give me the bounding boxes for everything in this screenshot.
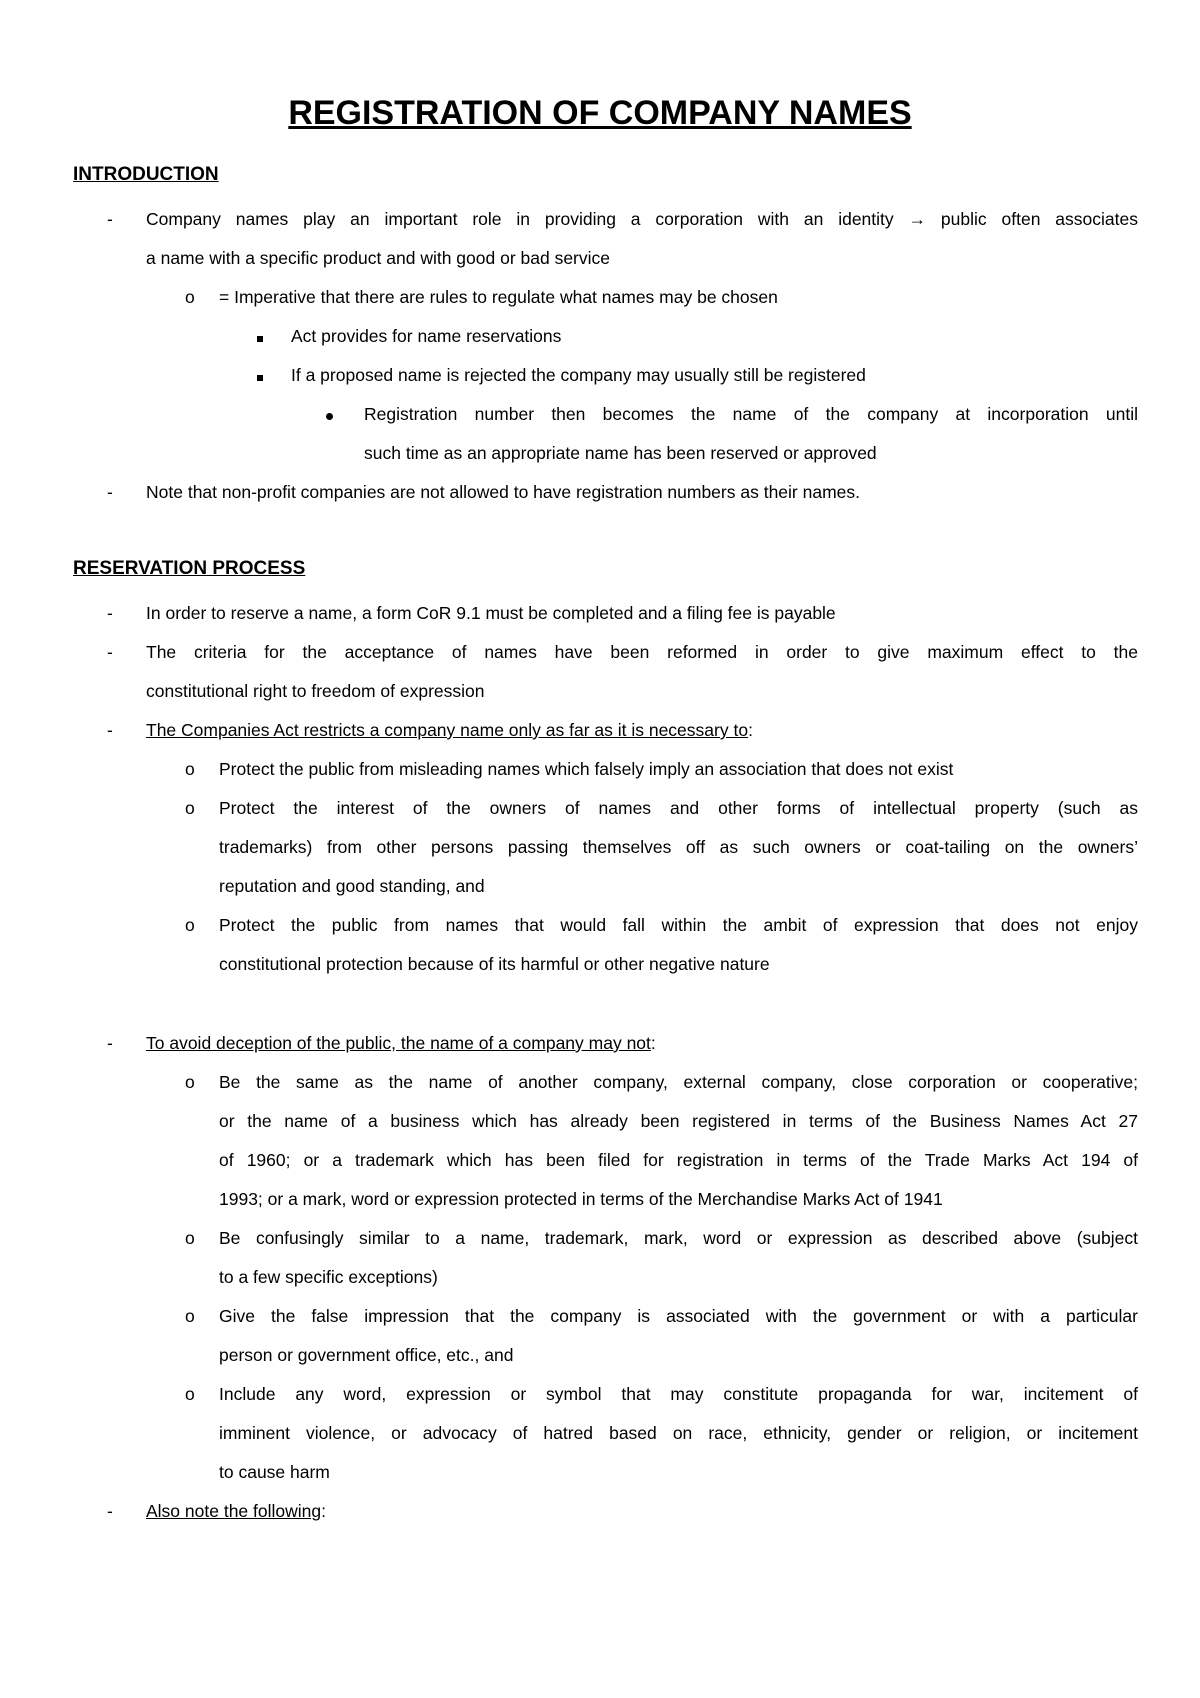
res-item3-sub2-line1: Protect the interest of the owners of names and other forms of intellectual property (such as [219, 798, 1138, 818]
circle-marker: o [185, 1306, 195, 1326]
res-item2-line2: constitutional right to freedom of expression [146, 681, 485, 701]
res-item4-sub1-line2: or the name of a business which has already been registered in terms of the Business Names Act 27 [219, 1111, 1138, 1131]
square-bullet-icon [257, 362, 263, 388]
intro-subsub2: If a proposed name is rejected the company may usually still be registered [291, 365, 866, 385]
square-bullet-icon [257, 323, 263, 349]
circle-marker: o [185, 759, 195, 779]
res-item4-sub4-line1: Include any word, expression or symbol that may constitute propaganda for war, incitement of [219, 1384, 1138, 1404]
res-item3-underlined: The Companies Act restricts a company name only as far as it is necessary to [146, 720, 749, 740]
res-item4-sub4-line3: to cause harm [219, 1462, 330, 1482]
res-item4 [146, 1030, 656, 1056]
dash-marker: - [107, 720, 113, 740]
circle-marker: o [185, 915, 195, 935]
circle-marker: o [185, 1072, 195, 1092]
res-item4-sub2-line2: to a few specific exceptions) [219, 1267, 438, 1287]
res-item4-suffix: : [650, 1033, 656, 1053]
circle-marker: o [185, 1384, 195, 1404]
res-item3 [146, 717, 753, 743]
res-item4-sub1-line3: of 1960; or a trademark which has been filed for registration in terms of the Trade Marks Act 194 of [219, 1150, 1138, 1170]
res-item2-line1: The criteria for the acceptance of names have been reformed in order to give maximum effect to the [146, 642, 1138, 662]
res-item3-suffix: : [748, 720, 753, 740]
res-item5-suffix: : [321, 1501, 326, 1521]
res-item3-sub3-line2: constitutional protection because of its harmful or other negative nature [219, 954, 770, 974]
res-item5 [146, 1498, 326, 1524]
res-item4-sub4-line2: imminent violence, or advocacy of hatred based on race, ethnicity, gender or religion, or incitement [219, 1423, 1138, 1443]
res-item3-sub2-line2: trademarks) from other persons passing themselves off as such owners or coat-tailing on the owners’ [219, 837, 1138, 857]
res-item4-sub1-line1: Be the same as the name of another company, external company, close corporation or cooperative; [219, 1072, 1138, 1092]
res-item3-sub2-line3: reputation and good standing, and [219, 876, 485, 896]
intro-bullet-line2: such time as an appropriate name has been reserved or approved [364, 443, 877, 463]
intro-subsub1: Act provides for name reservations [291, 326, 562, 346]
dash-marker: - [107, 603, 113, 623]
page-title: REGISTRATION OF COMPANY NAMES [288, 94, 912, 132]
res-item4-sub3-line1: Give the false impression that the company is associated with the government or with a particular [219, 1306, 1138, 1326]
res-item4-underlined: To avoid deception of the public, the name of a company may not [146, 1033, 651, 1053]
intro-item1-line1: Company names play an important role in providing a corporation with an identity → public often associates [146, 209, 1138, 229]
circle-marker: o [185, 287, 195, 307]
res-item4-sub3-line2: person or government office, etc., and [219, 1345, 514, 1365]
res-item5-underlined: Also note the following [146, 1501, 322, 1521]
circle-marker: o [185, 1228, 195, 1248]
res-item4-sub1-line4: 1993; or a mark, word or expression protected in terms of the Merchandise Marks Act of 1941 [219, 1189, 943, 1209]
res-item3-sub1: Protect the public from misleading names which falsely imply an association that does not exist [219, 759, 954, 779]
dash-marker: - [107, 482, 113, 502]
circle-marker: o [185, 798, 195, 818]
res-item4-sub2-line1: Be confusingly similar to a name, trademark, mark, word or expression as described above (subject [219, 1228, 1138, 1248]
intro-bullet-line1: Registration number then becomes the name of the company at incorporation until [364, 404, 1138, 424]
dash-marker: - [107, 209, 113, 229]
round-bullet-icon [326, 401, 333, 427]
dash-marker: - [107, 1033, 113, 1053]
dash-marker: - [107, 642, 113, 662]
section-heading-introduction: INTRODUCTION [73, 164, 219, 185]
intro-item2: Note that non-profit companies are not allowed to have registration numbers as their names. [146, 482, 860, 502]
section-heading-reservation: RESERVATION PROCESS [73, 558, 306, 579]
intro-sub1: = Imperative that there are rules to regulate what names may be chosen [219, 287, 778, 307]
res-item3-sub3-line1: Protect the public from names that would fall within the ambit of expression that does not enjoy [219, 915, 1138, 935]
intro-item1-line2: a name with a specific product and with good or bad service [146, 248, 611, 268]
res-item1: In order to reserve a name, a form CoR 9.1 must be completed and a filing fee is payable [146, 603, 836, 623]
dash-marker: - [107, 1501, 113, 1521]
